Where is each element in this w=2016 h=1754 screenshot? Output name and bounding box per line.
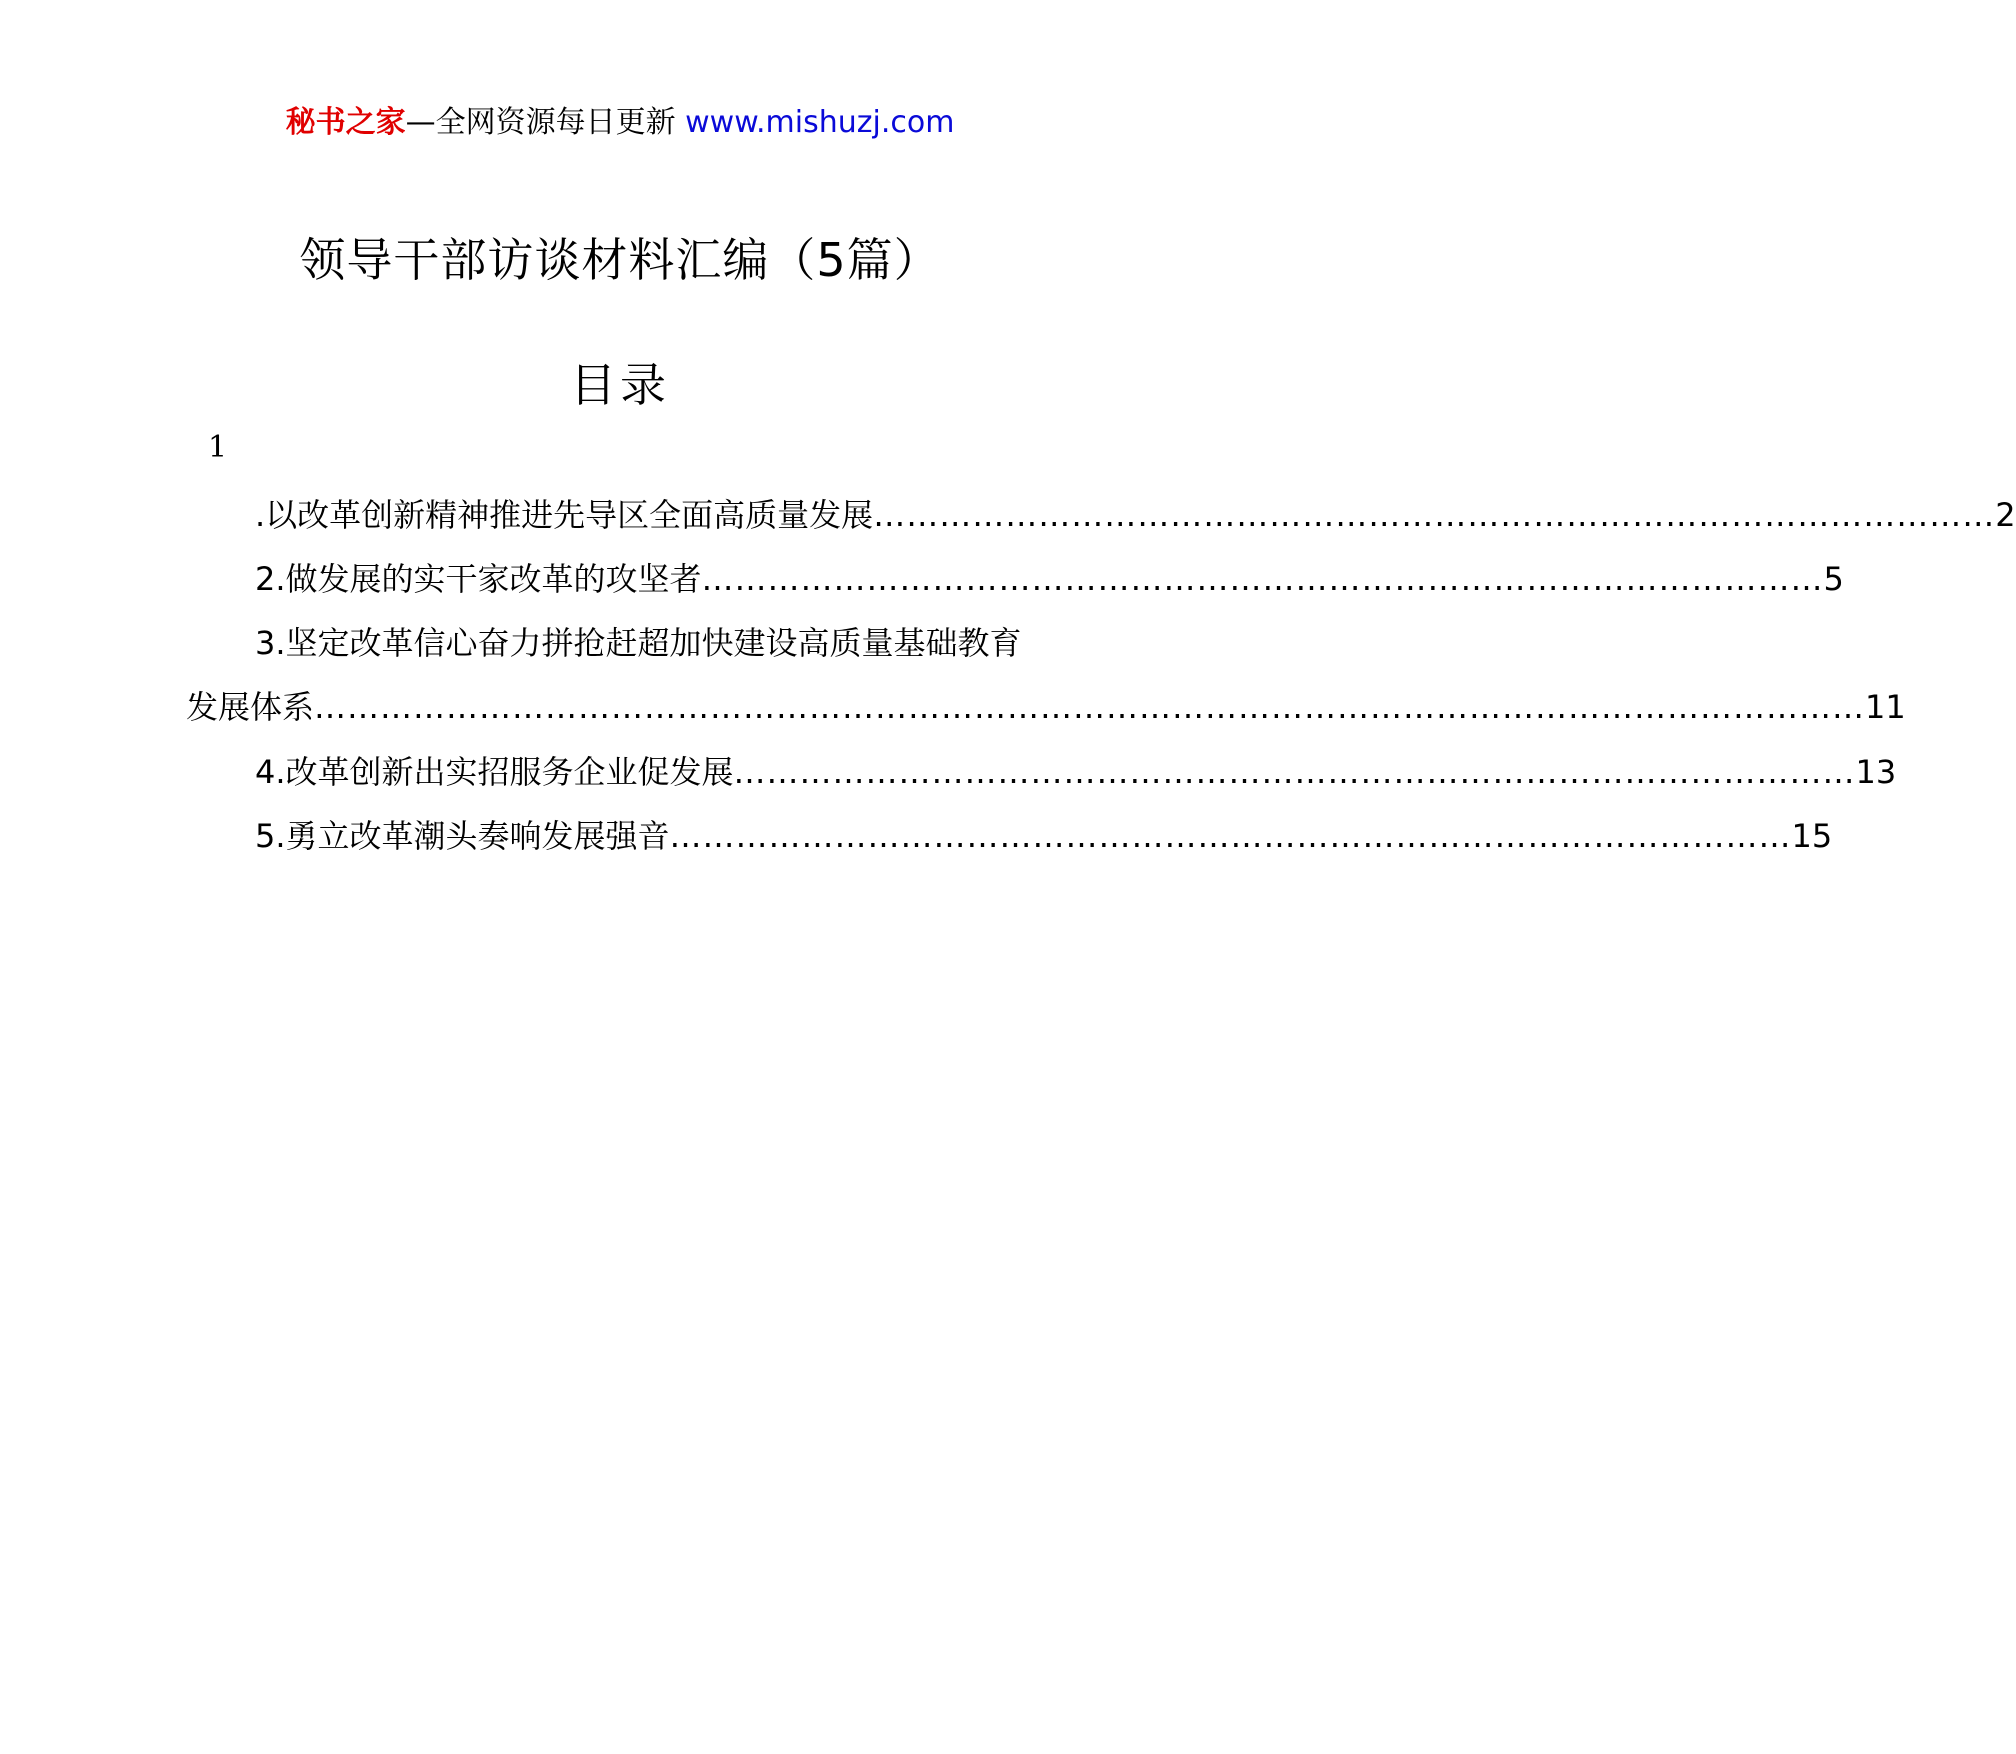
toc-entry-page: 13 (1855, 753, 1897, 791)
toc-entry-title-continuation: 发展体系 (186, 688, 315, 726)
site-url-link[interactable]: www.mishuzj.com (685, 105, 955, 140)
toc-dot-leader: …………………………………………………………………………………………………………………………… (314, 688, 1866, 726)
toc-entry-title: 5.勇立改革潮头奏响发展强音 (255, 817, 670, 855)
toc-dot-leader: ………………………………………………………………………………………… (669, 817, 1792, 855)
toc-dot-leader: ………………………………………………………………………………………… (733, 753, 1856, 791)
document-title: 领导干部访谈材料汇编（5篇） (299, 233, 941, 287)
toc-entry-title: 4.改革创新出实招服务企业促发展 (255, 753, 734, 791)
toc-entry[interactable] (255, 622, 1048, 664)
toc-entry-page: 5 (1823, 560, 1844, 598)
site-banner (0, 103, 1240, 143)
toc-entry-page: 11 (1865, 688, 1906, 726)
toc-entry[interactable] (255, 558, 1844, 600)
page-number-marker: 1 (208, 430, 228, 465)
toc-dot-leader: ………………………………………………………………………………………… (873, 496, 1996, 534)
brand-name: 秘书之家 (285, 105, 406, 140)
toc-entry-title: .以改革创新精神推进先导区全面高质量发展 (255, 496, 874, 534)
toc-entry[interactable] (255, 494, 2016, 536)
toc-dot-leader: ………………………………………………………………………………………… (701, 560, 1824, 598)
toc-heading: 目录 (570, 358, 670, 412)
banner-tagline: —全网资源每日更新 (405, 105, 676, 140)
toc-entry[interactable] (255, 815, 1833, 857)
toc-entry-continuation[interactable] (186, 686, 1906, 728)
toc-entry[interactable] (255, 751, 1897, 793)
toc-entry-title: 3.坚定改革信心奋力拼抢赶超加快建设高质量基础教育 (255, 624, 1022, 662)
toc-entry-page: 2 (1995, 496, 2016, 534)
toc-entry-page: 15 (1791, 817, 1833, 855)
toc-entry-title: 2.做发展的实干家改革的攻坚者 (255, 560, 702, 598)
